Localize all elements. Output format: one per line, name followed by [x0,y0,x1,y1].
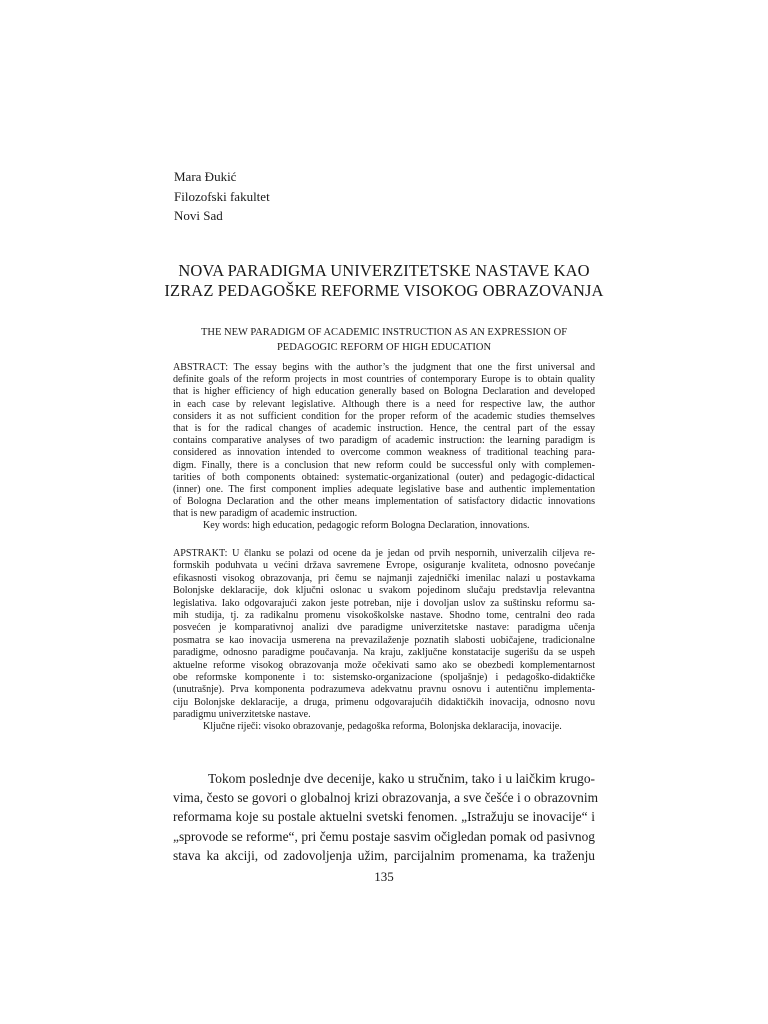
apstrakt-line: (unutrašnje). Prva komponenta podrazumeva adekvatnu pravnu osnovu i autentičnu implementa- [173,684,595,696]
english-title-line: THE NEW PARADIGM OF ACADEMIC INSTRUCTION AS AN EXPRESSION OF [200,327,568,338]
english-title-line: PEDAGOGIC REFORM OF HIGH EDUCATION [276,342,492,353]
apstrakt-line: paradigme, odnosno paradigme poučavanja. Na kraju, zaključne konstatacije sugerišu da se uspeh [173,647,595,659]
apstrakt-line: legislativa. Iako odgovarajući zakon jeste potreban, nije i dovoljan uslov za suštinsku reformu sa- [173,597,595,609]
abstract-line: ABSTRACT: The essay begins with the author’s the judgment that one the first universal and [173,362,595,373]
body-paragraph [173,769,599,865]
body-line: reformama koje su postale aktuelni svetski fenomen. „Istražuju se inovacije“ i [173,809,595,825]
apstrakt-keywords: Ključne riječi: visoko obrazovanje, pedagoška reforma, Bolonjska deklaracija, inovacije. [203,721,562,733]
abstract-line: digm. Finally, there is a conclusion that new reform could be successful only with complemen- [173,459,595,471]
paper-title [140,261,628,301]
apstrakt-line: mih studija, tj. za radikalnu promenu visokoškolske nastave. Shodno tome, centralni deo rada [173,609,595,621]
body-line: „sprovode se reforme“, pri čemu postaje sasvim očigledan pomak od pasivnog [173,828,595,844]
apstrakt-line: efikasnosti visokog obrazovanja, pri čemu se najmanji zajednički imenilac nalazi u postavkama [173,572,595,584]
apstrakt-line: APSTRAKT: U članku se polazi od ocene da je jedan od prvih nespornih, univerzalih ciljeva re- [173,548,595,559]
body-line: stava ka akciji, od zadovoljenja užim, parcijalnim promenama, ka traženju [173,847,595,863]
body-line: vima, često se govori o globalnoj krizi obrazovanja, a sve češće i o obrazovnim [173,790,599,806]
abstract-line: definite goals of the reform projects in most countries of contemporary Europe is to obtain quality [173,374,595,386]
english-title [150,325,618,355]
apstrakt-line: paradigmu univerzitetske nastave. [173,709,311,721]
abstract-keywords: Key words: high education, pedagogic reform Bologna Declaration, innovations. [203,520,530,532]
abstract-line: tarities of both components obtained: systematic-organizational (outer) and pedagogic-didactical [173,471,595,483]
author-faculty: Filozofski fakultet [174,188,270,204]
apstrakt-line: posmatra se kao inovacija usmerena na prevazilaženje poznatih slabosti uobičajene, tradicionalne [173,634,595,646]
abstract-line: that is higher efficiency of high education generally based on Bologna Declaration and developed [173,386,595,398]
apstrakt-line: Bolonjske deklaracije, dok ključni oslonac u svakom pojedinom slučaju predstavlja relevantna [173,585,595,597]
abstract-line: (inner) one. The first component implies adequate legislative base and authentic implementation [173,483,595,495]
abstract-line: considers it as not sufficient condition for the proper reform of the academic studies themselves [173,410,595,422]
author-city: Novi Sad [174,208,223,223]
apstrakt-line: obe reformske komponente i to: sistemsko-organizacione (spoljašnje) i pedagoško-didaktičke [173,671,595,683]
apstrakt-line: formskih poduhvata u većini država savremene Evrope, osiguranje kvaliteta, odnosno povećanje [173,560,595,572]
abstract-line: in each case by relevant legislative. Although there is a need for respective law, the author [173,398,595,410]
paper-title-line: NOVA PARADIGMA UNIVERZITETSKE NASTAVE KAO [178,261,590,280]
author-name: Mara Đukić [174,169,237,184]
abstract-english [173,362,595,533]
abstract-line: contains comparative analyses of two paradigm of academic instruction: the learning paradigm is [173,435,595,447]
apstrakt-line: ciju Bolonjske deklaracije, a druga, primenu odgovarajućih didaktičkih inovacija, odnosno novu [173,696,595,708]
page-number: 135 [374,869,394,884]
apstrakt-line: posvećen je komparativnoj analizi dve paradigme univerzitetske nastave: paradigma učenja [173,622,595,634]
paper-title-line: IZRAZ PEDAGOŠKE REFORME VISOKOG OBRAZOVANJA [164,281,604,300]
abstract-serbian [173,548,595,734]
author-block [174,167,270,226]
abstract-line: of Bologna Declaration and the other means implementation of satisfactory didactic innovations [173,496,595,508]
abstract-line: that is for the radical changes of academic instruction. Hence, the central part of the essay [173,422,595,434]
abstract-line: considered as innovation intended to overcome common weakness of traditional teaching para- [173,447,595,459]
apstrakt-line: aktuelne reforme visokog obrazovanja može očekivati samo ako se obezbedi komplementarnost [173,659,595,671]
abstract-line: that is new paradigm of academic instruction. [173,508,358,520]
body-line: Tokom poslednje dve decenije, kako u stručnim, tako i u laičkim krugo- [208,771,595,786]
